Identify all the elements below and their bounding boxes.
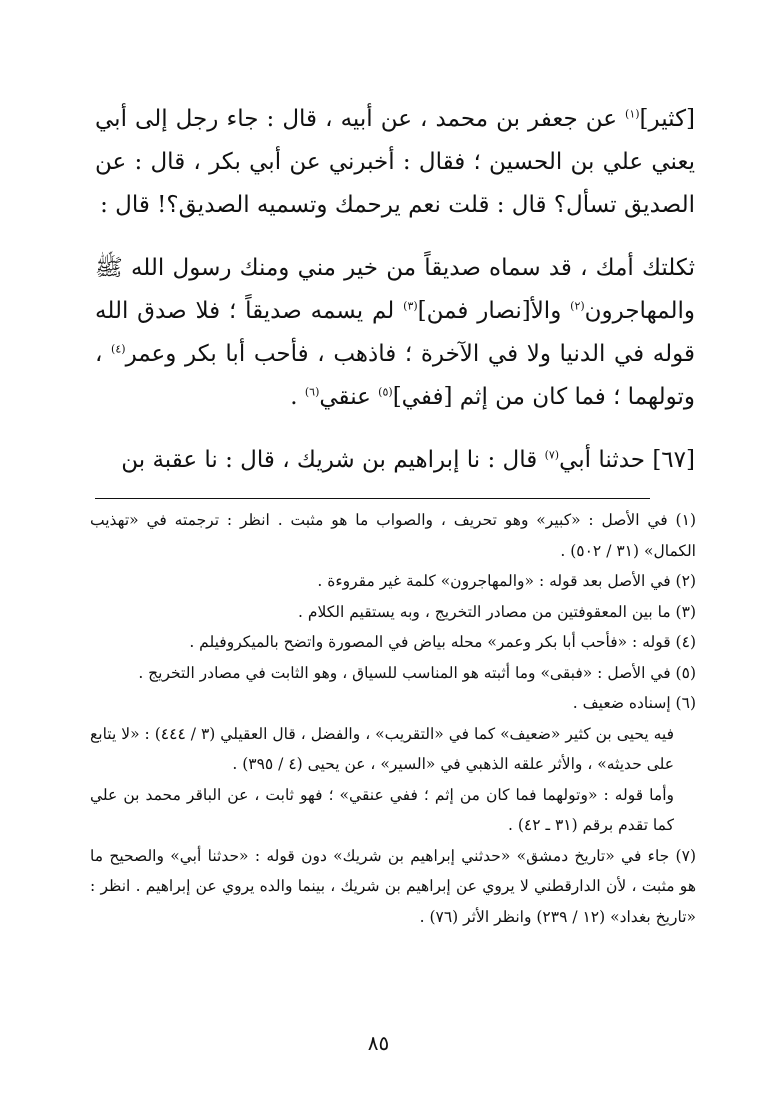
footnote-5: (٥) في الأصل : «فبقى» وما أثبته هو المناسب للسياق ، وهو الثابت في مصادر التخريج . <box>138 663 696 682</box>
paragraph-2-text-f: . <box>290 384 305 410</box>
paragraph-2-text-c: لم يسمه صديقاً ؛ فلا صدق الله قوله في الدنيا ولا في الآخرة ؛ فاذهب ، فأحب أبا بكر وعمر <box>95 298 695 367</box>
paragraph-3-text-a: [٦٧] حدثنا أبي <box>559 447 695 473</box>
footnote-1: (١) في الأصل : «كبير» وهو تحريف ، والصواب ما هو مثبت . انظر : ترجمته في «تهذيب الكمال» (٣١ / ٥٠٢) . <box>90 511 696 560</box>
footnote-ref-2: (٢) <box>570 299 585 313</box>
paragraph-2-text-b: والأ[نصار فمن] <box>417 298 571 324</box>
footnote-6-commentary-a: فيه يحيى بن كثير «ضعيف» كما في «التقريب» ، والفضل ، قال العقيلي (٣ / ٤٤٤) : «لا يتابع على حديثه» ، والأثر علقه الذهبي في «السير» ، عن يحيى (٤ / ٣٩٥) . <box>90 724 675 773</box>
paragraph-1-text: عن جعفر بن محمد ، عن أبيه ، قال : جاء رجل إلى أبي يعني علي بن الحسين ؛ فقال : أخبرني عن أبي بكر ، قال : عن الصديق تسأل؟ قال : قلت نعم يرحمك وتسميه الصديق؟! قال : <box>95 106 695 218</box>
footnote-ref-6: (٦) <box>304 385 320 399</box>
footnote-3: (٣) ما بين المعقوفتين من مصادر التخريج ، وبه يستقيم الكلام . <box>298 602 696 621</box>
paragraph-2-text-a: ثكلتك أمك ، قد سماه صديقاً من خير مني ومنك رسول الله ﷺ والمهاجرون <box>95 255 695 324</box>
footnote-ref-7: (٧) <box>544 448 560 462</box>
footnote-2: (٢) في الأصل بعد قوله : «والمهاجرون» كلمة غير مقروءة . <box>317 572 696 590</box>
footnote-divider <box>95 498 650 499</box>
footnote-7: (٧) جاء في «تاريخ دمشق» «حدثني إبراهيم بن شريك» دون قوله : «حدثنا أبي» والصحيح ما هو مثبت ، لأن الدارقطني لا يروي عن إبراهيم بن شريك ، بينما والده يروي عن إبراهيم . انظر : «تاريخ بغداد» (١٢ / ٢٣٩) وانظر الأثر (٧٦) . <box>90 846 696 926</box>
paragraph-2-text-e: عنقي <box>319 384 379 410</box>
footnote-4: (٤) قوله : «فأحب أبا بكر وعمر» محله بياض في المصورة واتضح بالميكروفيلم . <box>189 633 696 651</box>
footnote-6-commentary-b: وأما قوله : «وتولهما فما كان من إثم ؛ ففي عنقي» ؛ فهو ثابت ، عن الباقر محمد بن علي كما تقدم برقم (٣١ ـ ٤٢) . <box>90 785 674 834</box>
footnote-ref-3: (٣) <box>403 299 418 313</box>
page-number: ٨٥ <box>367 1031 390 1055</box>
footnote-ref-4: (٤) <box>111 342 126 356</box>
footnote-6: (٦) إسناده ضعيف . <box>572 694 696 712</box>
bracketed-word: [كثير] <box>639 106 695 132</box>
footnote-ref-5: (٥) <box>378 385 393 399</box>
paragraph-2 <box>95 247 695 419</box>
main-text <box>95 98 695 482</box>
paragraph-3-text-b: قال : نا إبراهيم بن شريك ، قال : نا عقبة بن <box>121 447 545 473</box>
paragraph-3 <box>95 439 695 482</box>
paragraph-2-text-d: ، وتولهما ؛ فما كان من إثم [ففي] <box>95 341 695 410</box>
paragraph-1 <box>95 98 695 227</box>
footnotes <box>90 505 696 932</box>
footnote-ref-1: (١) <box>625 107 640 121</box>
